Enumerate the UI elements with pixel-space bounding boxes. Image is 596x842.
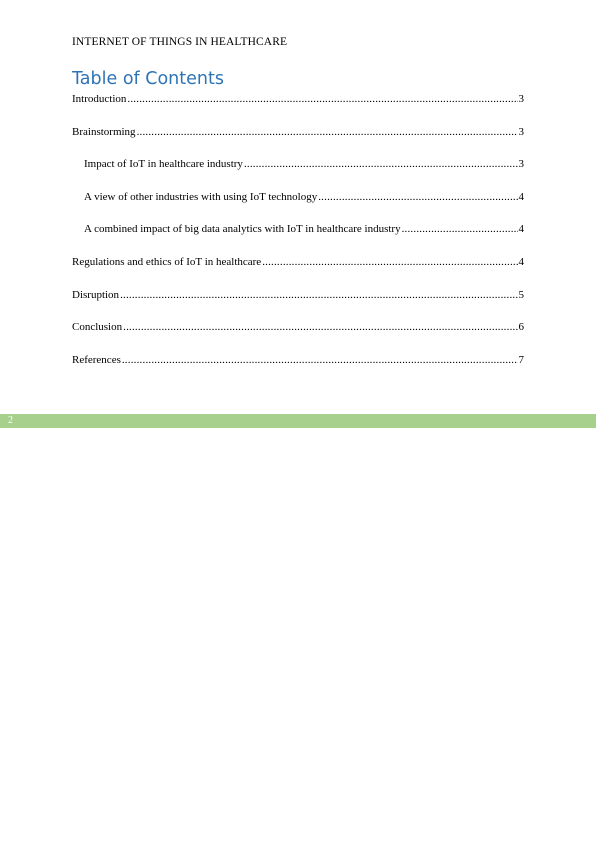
toc-entry-label: Regulations and ethics of IoT in healthcare	[72, 255, 262, 268]
toc-dot-leader	[127, 92, 517, 106]
toc-entry-page: 6	[518, 321, 524, 334]
toc-entry-big-data-impact[interactable]	[72, 222, 524, 236]
toc-entry-disruption[interactable]	[72, 288, 524, 302]
toc-entry-label: References	[72, 353, 121, 366]
toc-entry-label: Disruption	[72, 288, 120, 301]
toc-entry-brainstorming[interactable]	[72, 125, 524, 139]
table-of-contents	[72, 92, 524, 385]
toc-entry-page: 4	[518, 255, 524, 268]
toc-title: Table of Contents	[72, 69, 224, 89]
toc-dot-leader	[122, 353, 518, 367]
toc-entry-impact-of-iot[interactable]	[72, 157, 524, 171]
toc-entry-page: 5	[518, 288, 524, 301]
toc-entry-label: Introduction	[72, 93, 127, 105]
toc-entry-label: A combined impact of big data analytics with IoT in healthcare industry	[84, 223, 401, 236]
toc-dot-leader	[402, 222, 518, 236]
toc-entry-label: Impact of IoT in healthcare industry	[84, 158, 243, 171]
toc-entry-page: 4	[518, 223, 524, 236]
toc-dot-leader	[123, 320, 517, 334]
toc-entry-label: A view of other industries with using IoT technology	[84, 190, 318, 203]
footer-bar	[0, 414, 596, 428]
toc-entry-references[interactable]	[72, 353, 524, 367]
toc-entry-page: 7	[518, 353, 524, 366]
toc-entry-regulations-ethics[interactable]	[72, 255, 524, 269]
toc-dot-leader	[262, 255, 517, 269]
toc-entry-label: Conclusion	[72, 321, 123, 334]
toc-entry-page: 3	[518, 93, 524, 105]
toc-entry-label: Brainstorming	[72, 125, 136, 138]
toc-entry-conclusion[interactable]	[72, 320, 524, 334]
toc-dot-leader	[137, 125, 518, 139]
toc-entry-introduction[interactable]	[72, 92, 524, 106]
running-header: INTERNET OF THINGS IN HEALTHCARE	[72, 36, 288, 48]
toc-dot-leader	[244, 157, 518, 171]
toc-dot-leader	[318, 190, 517, 204]
toc-entry-page: 3	[518, 125, 524, 138]
toc-entry-page: 3	[518, 158, 524, 171]
toc-entry-page: 4	[518, 190, 524, 203]
toc-entry-other-industries[interactable]	[72, 190, 524, 204]
page-number: 2	[8, 415, 13, 426]
toc-dot-leader	[120, 288, 517, 302]
